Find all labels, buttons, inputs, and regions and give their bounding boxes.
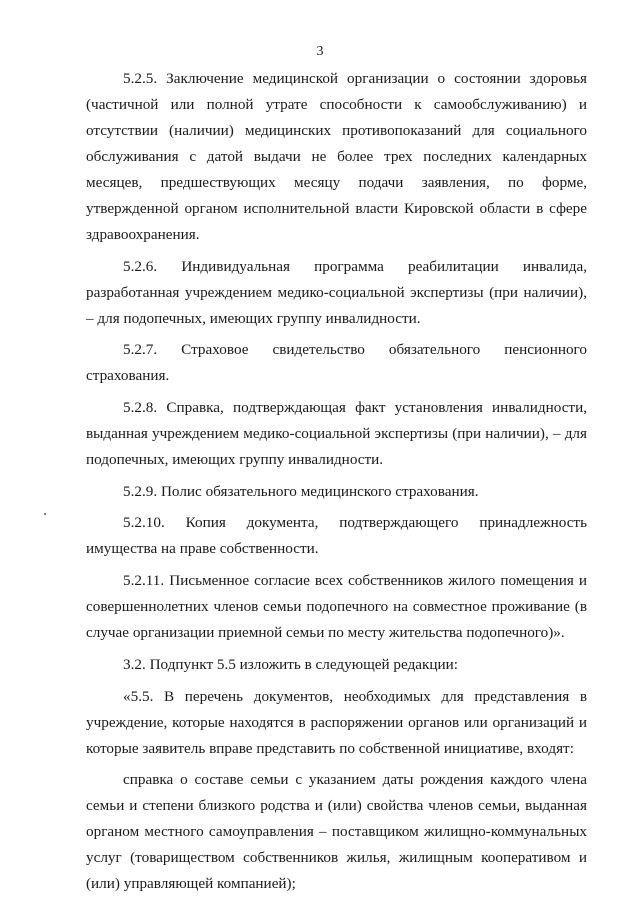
document-body bbox=[86, 66, 587, 903]
page-number: 3 bbox=[316, 44, 324, 59]
paragraph-3-2: 3.2. Подпункт 5.5 изложить в следующей редакции: bbox=[123, 655, 459, 673]
paragraph-5-2-9: 5.2.9. Полис обязательного медицинского страхования. bbox=[123, 482, 479, 500]
paragraph-5-2-11: 5.2.11. Письменное согласие всех собственников жилого помещения и совершеннолетних членов семьи подопечного на совместное проживание (в случае организации приемной семьи по месту жительства подопечного)». bbox=[86, 572, 587, 642]
paragraph-5-2-8: 5.2.8. Справка, подтверждающая факт установления инвалидности, выданная учреждением медико-социальной экспертизы (при наличии), – для подопечных, имеющих группу инвалидности. bbox=[86, 399, 587, 469]
paragraph-5-2-10: 5.2.10. Копия документа, подтверждающего принадлежность имущества на праве собственности. bbox=[86, 514, 587, 558]
paragraph-5-5: «5.5. В перечень документов, необходимых для представления в учреждение, которые находятся в распоряжении органов или организаций и которые заявитель вправе представить по собственной инициативе, входят: bbox=[86, 687, 587, 757]
paragraph-5-2-5: 5.2.5. Заключение медицинской организации о состоянии здоровья (частичной или полной утрате способности к самообслуживанию) и отсутствии (наличии) медицинских противопоказаний для социального обслуживания с датой выдачи не более трех последних календарных месяцев, предшествующих месяцу подачи заявления, по форме, утвержденной органом исполнительной власти Кировской области в сфере здравоохранения. bbox=[86, 70, 587, 243]
scan-speck bbox=[44, 513, 46, 515]
paragraph-5-2-7: 5.2.7. Страховое свидетельство обязательного пенсионного страхования. bbox=[86, 341, 587, 385]
paragraph-family-certificate: справка о составе семьи с указанием даты рождения каждого члена семьи и степени близкого родства и (или) свойства членов семьи, выданная органом местного самоуправления – поставщиком жилищно-коммунальных услуг (товариществом собственников жилья, жилищным кооперативом и (или) управляющей компанией); bbox=[86, 771, 587, 893]
paragraph-5-2-6: 5.2.6. Индивидуальная программа реабилитации инвалида, разработанная учреждением медико-социальной экспертизы (при наличии), – для подопечных, имеющих группу инвалидности. bbox=[86, 257, 587, 327]
